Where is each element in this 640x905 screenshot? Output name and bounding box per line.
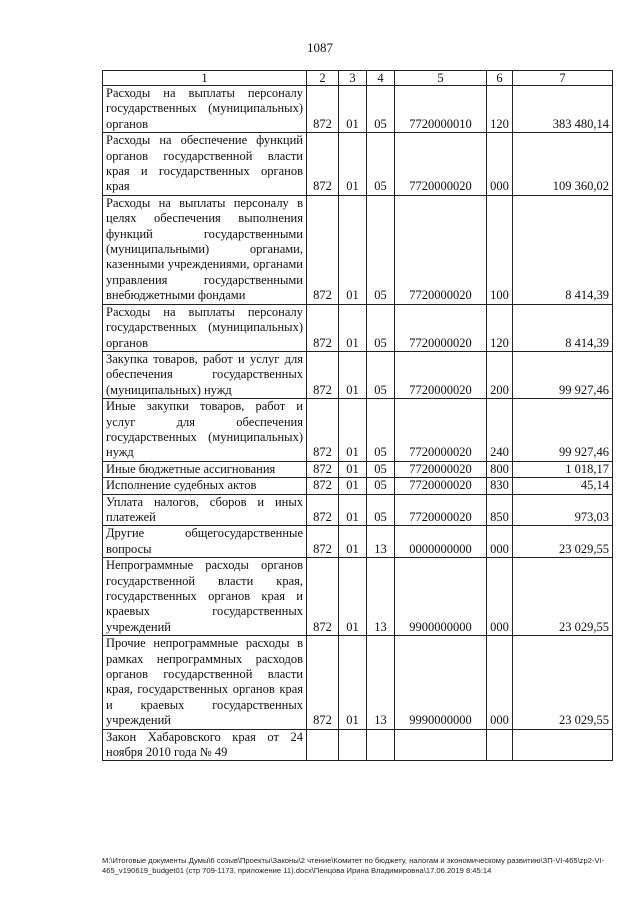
row-type-cell: 000 [487, 636, 513, 729]
row-type-cell: 240 [487, 399, 513, 462]
row-code-cell: 872 [307, 558, 339, 636]
row-name-cell: Расходы на выплаты персоналу государственных (муниципальных) органов [103, 86, 307, 133]
row-target-cell [395, 729, 487, 761]
row-type-cell: 120 [487, 304, 513, 351]
row-name-cell: Непрограммные расходы органов государственной власти края, государственных органов края и краевых государственных учреждений [103, 558, 307, 636]
row-subsection-cell [367, 729, 395, 761]
row-code-cell: 872 [307, 494, 339, 526]
row-subsection-cell: 05 [367, 133, 395, 196]
row-subsection-cell: 05 [367, 461, 395, 477]
table-row [103, 729, 613, 761]
row-code-cell: 872 [307, 526, 339, 558]
row-type-cell: 120 [487, 86, 513, 133]
row-type-cell: 830 [487, 478, 513, 494]
row-subsection-cell: 13 [367, 526, 395, 558]
table-row [103, 399, 613, 462]
row-name-cell: Расходы на выплаты персоналу государственных (муниципальных) органов [103, 304, 307, 351]
row-name-cell: Другие общегосударственные вопросы [103, 526, 307, 558]
row-name-cell: Расходы на обеспечение функций органов государственной власти края и государственных органов края [103, 133, 307, 196]
row-target-cell: 7720000020 [395, 304, 487, 351]
row-target-cell: 9900000000 [395, 558, 487, 636]
row-type-cell [487, 729, 513, 761]
row-code-cell [307, 729, 339, 761]
row-name-cell: Иные бюджетные ассигнования [103, 461, 307, 477]
row-subsection-cell: 05 [367, 399, 395, 462]
row-target-cell: 7720000020 [395, 133, 487, 196]
row-amount-cell: 23 029,55 [513, 526, 613, 558]
row-amount-cell: 23 029,55 [513, 636, 613, 729]
row-name-cell: Уплата налогов, сборов и иных платежей [103, 494, 307, 526]
row-target-cell: 7720000020 [395, 195, 487, 304]
row-section-cell: 01 [339, 304, 367, 351]
table-row [103, 461, 613, 477]
row-amount-cell: 8 414,39 [513, 195, 613, 304]
row-amount-cell: 23 029,55 [513, 558, 613, 636]
row-section-cell: 01 [339, 351, 367, 398]
table-row [103, 526, 613, 558]
row-subsection-cell: 05 [367, 494, 395, 526]
row-target-cell: 7720000010 [395, 86, 487, 133]
row-subsection-cell: 05 [367, 478, 395, 494]
row-code-cell: 872 [307, 461, 339, 477]
row-code-cell: 872 [307, 304, 339, 351]
row-subsection-cell: 05 [367, 351, 395, 398]
row-target-cell: 7720000020 [395, 494, 487, 526]
row-amount-cell [513, 729, 613, 761]
row-code-cell: 872 [307, 636, 339, 729]
row-section-cell: 01 [339, 494, 367, 526]
row-section-cell: 01 [339, 195, 367, 304]
row-type-cell: 800 [487, 461, 513, 477]
page-number: 1087 [307, 40, 333, 55]
row-amount-cell: 99 927,46 [513, 351, 613, 398]
row-amount-cell: 109 360,02 [513, 133, 613, 196]
row-target-cell: 7720000020 [395, 461, 487, 477]
row-code-cell: 872 [307, 478, 339, 494]
table-row [103, 304, 613, 351]
row-amount-cell: 45,14 [513, 478, 613, 494]
column-header: 6 [487, 71, 513, 86]
budget-table [102, 70, 613, 761]
row-target-cell: 7720000020 [395, 478, 487, 494]
table-row [103, 494, 613, 526]
row-section-cell: 01 [339, 636, 367, 729]
row-code-cell: 872 [307, 86, 339, 133]
row-code-cell: 872 [307, 133, 339, 196]
row-name-cell: Иные закупки товаров, работ и услуг для обеспечения государственных (муниципальных) нужд [103, 399, 307, 462]
row-type-cell: 100 [487, 195, 513, 304]
row-subsection-cell: 05 [367, 304, 395, 351]
table-row [103, 351, 613, 398]
row-subsection-cell: 13 [367, 636, 395, 729]
row-target-cell: 7720000020 [395, 399, 487, 462]
row-amount-cell: 99 927,46 [513, 399, 613, 462]
table-row [103, 195, 613, 304]
row-type-cell: 000 [487, 558, 513, 636]
table-row [103, 86, 613, 133]
table-row [103, 478, 613, 494]
column-header: 2 [307, 71, 339, 86]
row-type-cell: 850 [487, 494, 513, 526]
row-name-cell: Расходы на выплаты персоналу в целях обеспечения выполнения функций государственными (муниципальными) органами, казенными учреждениями, органами управления государственными внебюджетными фондами [103, 195, 307, 304]
column-header: 4 [367, 71, 395, 86]
row-section-cell: 01 [339, 526, 367, 558]
row-section-cell: 01 [339, 133, 367, 196]
row-name-cell: Закон Хабаровского края от 24 ноября 2010 года № 49 [103, 729, 307, 761]
row-section-cell: 01 [339, 86, 367, 133]
row-subsection-cell: 13 [367, 558, 395, 636]
row-amount-cell: 8 414,39 [513, 304, 613, 351]
row-subsection-cell: 05 [367, 195, 395, 304]
row-code-cell: 872 [307, 399, 339, 462]
row-section-cell: 01 [339, 399, 367, 462]
row-name-cell: Исполнение судебных актов [103, 478, 307, 494]
table-row [103, 133, 613, 196]
row-section-cell: 01 [339, 478, 367, 494]
table-header-row [103, 71, 613, 86]
column-header: 5 [395, 71, 487, 86]
row-section-cell: 01 [339, 558, 367, 636]
table-row [103, 636, 613, 729]
file-path-footer: M:\Итоговые документы Думы\6 созыв\Проекты\Законы\2 чтение\Комитет по бюджету, налогам и экономическому развитию\ЗП-VI-465\zp2-VI-465_v190619_budget01 (стр 709-1173, приложение 11).docx\Пенцова Ирина Владимировна\17.06.2019 8:45:14 [102, 856, 605, 875]
row-type-cell: 000 [487, 133, 513, 196]
row-subsection-cell: 05 [367, 86, 395, 133]
column-header: 1 [103, 71, 307, 86]
row-target-cell: 0000000000 [395, 526, 487, 558]
row-target-cell: 9990000000 [395, 636, 487, 729]
row-section-cell: 01 [339, 461, 367, 477]
row-type-cell: 000 [487, 526, 513, 558]
table-row [103, 558, 613, 636]
column-header: 3 [339, 71, 367, 86]
row-code-cell: 872 [307, 195, 339, 304]
row-amount-cell: 1 018,17 [513, 461, 613, 477]
row-target-cell: 7720000020 [395, 351, 487, 398]
row-section-cell [339, 729, 367, 761]
row-amount-cell: 973,03 [513, 494, 613, 526]
column-header: 7 [513, 71, 613, 86]
row-name-cell: Закупка товаров, работ и услуг для обеспечения государственных (муниципальных) нужд [103, 351, 307, 398]
row-amount-cell: 383 480,14 [513, 86, 613, 133]
row-code-cell: 872 [307, 351, 339, 398]
row-name-cell: Прочие непрограммные расходы в рамках непрограммных расходов органов государственной власти края, государственных органов края и краевых государственных учреждений [103, 636, 307, 729]
row-type-cell: 200 [487, 351, 513, 398]
